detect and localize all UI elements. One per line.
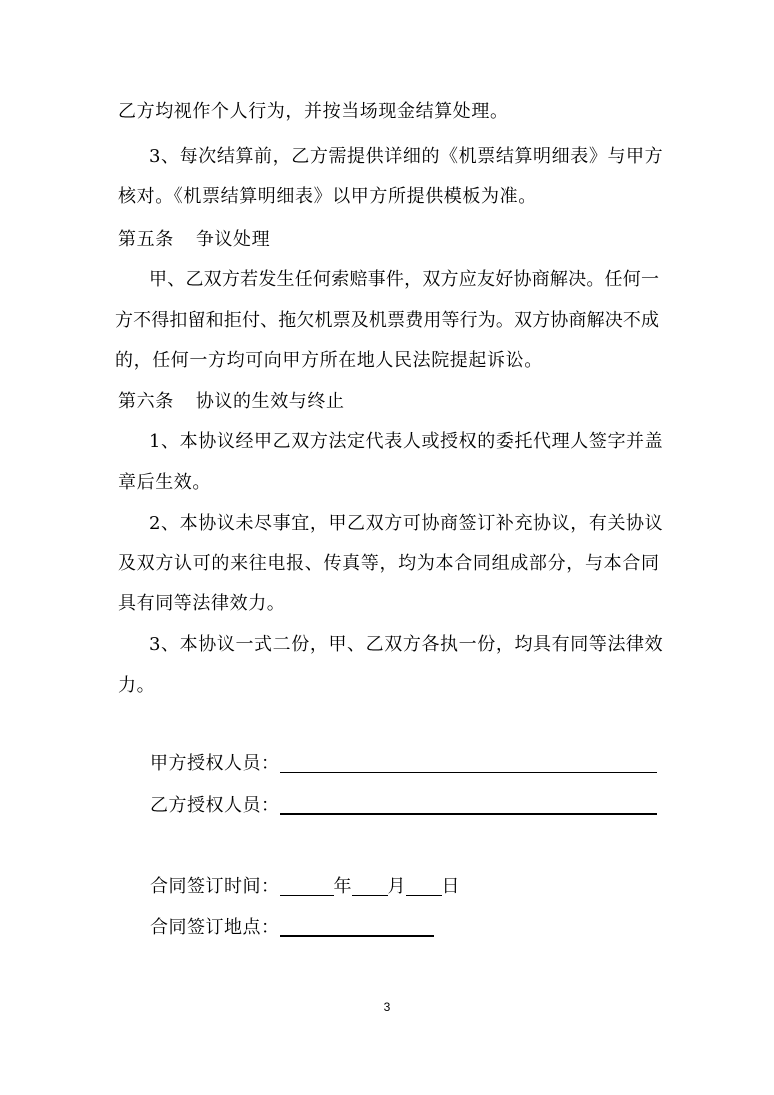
clause-item-line: 1、本协议经甲乙双方法定代表人或授权的委托代理人签字并盖: [149, 431, 664, 452]
signing-place: [150, 914, 434, 940]
day-blank: [406, 895, 442, 896]
paragraph-line: 方不得扣留和拒付、拖欠机票及机票费用等行为。双方协商解决不成: [115, 310, 659, 331]
signing-date: [150, 873, 460, 899]
signing-date-label: 合同签订时间：: [150, 876, 280, 897]
clause-item-line: 章后生效。: [118, 472, 211, 493]
signing-place-line: [280, 935, 434, 937]
section-number: 第五条: [118, 229, 174, 250]
section-title: 争议处理: [195, 229, 271, 250]
party-b-signature: [150, 792, 657, 818]
paragraph-line: 的，任何一方均可向甲方所在地人民法院提起诉讼。: [115, 350, 543, 371]
clause-item-line: 3、本协议一式二份，甲、乙双方各执一份，均具有同等法律效: [149, 634, 664, 655]
party-a-signature-label: 甲方授权人员：: [150, 753, 280, 774]
section-heading: [118, 390, 345, 414]
day-label: 日: [441, 876, 460, 897]
clause-item-line: 及双方认可的来往电报、传真等，均为本合同组成部分，与本合同: [118, 553, 659, 574]
party-b-signature-line: [280, 813, 657, 815]
page-number: 3: [383, 1000, 391, 1014]
year-blank: [280, 895, 334, 896]
party-a-signature-line: [280, 772, 657, 773]
year-label: 年: [333, 876, 352, 897]
clause-item-line: 具有同等法律效力。: [118, 593, 286, 614]
month-label: 月: [387, 876, 406, 897]
party-a-signature: [150, 750, 657, 776]
section-heading: [118, 228, 270, 252]
section-number: 第六条: [118, 391, 174, 412]
clause-item-line: 力。: [118, 675, 156, 696]
section-title: 协议的生效与终止: [195, 391, 345, 412]
signing-place-label: 合同签订地点：: [150, 917, 280, 938]
clause-item-line: 核对。《机票结算明细表》以甲方所提供模板为准。: [118, 186, 537, 207]
clause-item-line: 2、本协议未尽事宜，甲乙双方可协商签订补充协议，有关协议: [149, 513, 664, 534]
paragraph-line: 甲、乙双方若发生任何索赔事件，双方应友好协商解决。任何一: [149, 269, 659, 290]
month-blank: [352, 895, 388, 896]
paragraph-line: 乙方均视作个人行为，并按当场现金结算处理。: [118, 101, 509, 122]
party-b-signature-label: 乙方授权人员：: [150, 795, 280, 816]
clause-item-line: 3、每次结算前，乙方需提供详细的《机票结算明细表》与甲方: [149, 146, 664, 167]
